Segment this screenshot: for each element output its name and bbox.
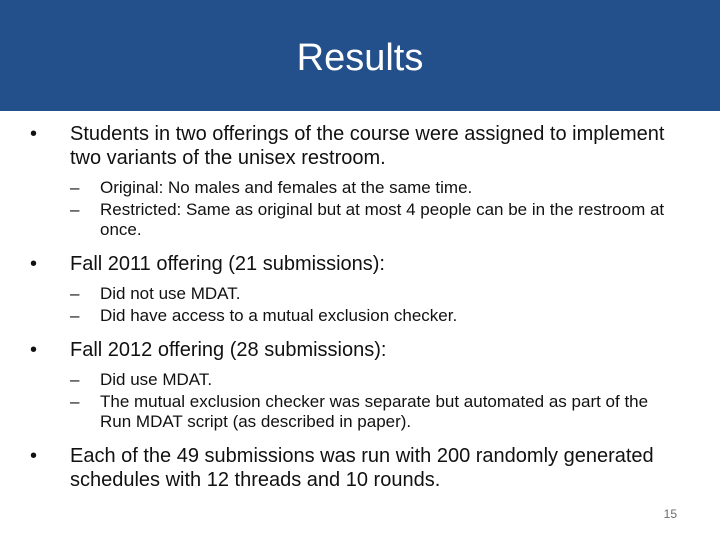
dash-icon: – <box>70 284 80 303</box>
sub-bullet-text: The mutual exclusion checker was separate but automated as part of the Run MDAT script (as described in paper). <box>100 392 649 431</box>
slide-title: Results <box>296 37 424 79</box>
slide-body <box>30 122 680 500</box>
bullet-icon: • <box>30 253 38 275</box>
sub-list <box>30 178 680 240</box>
bullet-text: Fall 2012 offering (28 submissions): <box>70 339 387 361</box>
bullet-text: Students in two offerings of the course were assigned to implement two variants of the unisex restroom. <box>70 123 665 169</box>
bullet-text: Fall 2011 offering (21 submissions): <box>70 253 385 275</box>
sub-bullet-text: Original: No males and females at the same time. <box>100 178 473 197</box>
bullet-item <box>30 444 680 492</box>
dash-icon: – <box>70 178 80 197</box>
sub-bullet-item <box>30 284 680 304</box>
sub-bullet-text: Did not use MDAT. <box>100 284 241 303</box>
bullet-item <box>30 252 680 276</box>
title-bar <box>0 0 720 111</box>
sub-bullet-item <box>30 370 680 390</box>
sub-bullet-item <box>30 306 680 326</box>
bullet-text: Each of the 49 submissions was run with 200 randomly generated schedules with 12 threads and 10 rounds. <box>70 445 654 491</box>
dash-icon: – <box>70 392 80 411</box>
sub-bullet-text: Restricted: Same as original but at most 4 people can be in the restroom at once. <box>100 200 665 239</box>
bullet-item <box>30 338 680 362</box>
bullet-icon: • <box>30 445 38 467</box>
bullet-icon: • <box>30 339 38 361</box>
sub-bullet-item <box>30 178 680 198</box>
bullet-item <box>30 122 680 170</box>
bullet-icon: • <box>30 123 38 145</box>
sub-list <box>30 284 680 326</box>
sub-bullet-item <box>30 392 680 432</box>
dash-icon: – <box>70 200 80 219</box>
sub-bullet-text: Did have access to a mutual exclusion checker. <box>100 306 458 325</box>
sub-bullet-text: Did use MDAT. <box>100 370 213 389</box>
sub-bullet-item <box>30 200 680 240</box>
slide-number: 15 <box>663 507 677 521</box>
dash-icon: – <box>70 370 80 389</box>
dash-icon: – <box>70 306 80 325</box>
sub-list <box>30 370 680 432</box>
